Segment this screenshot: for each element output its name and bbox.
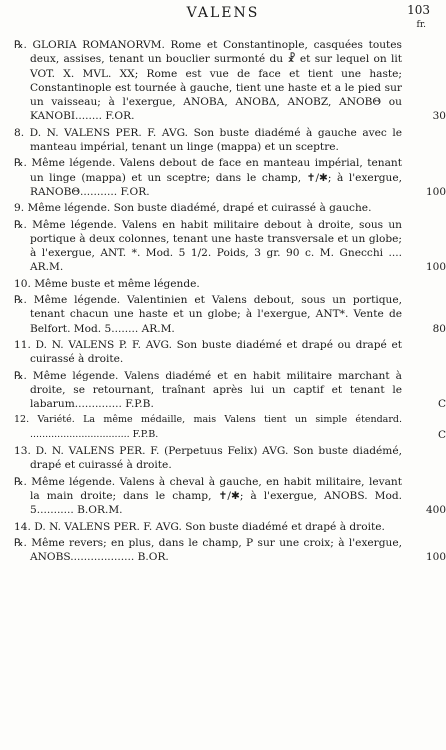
entry-text: ℞. Même légende. Valens en habit militaire debout à droite, sous un portique à deux colonnes, tenant une haste transversale et un globe; à l'exergue, ANT. *. Mod. 5 1/2. Poids, 3 gr. 90 c. M. Gnecchi .... AR.M. <box>14 218 402 274</box>
entry-text: ℞. Même légende. Valens à cheval à gauche, en habit militaire, levant la main droite; dans le champ, ✝/✱; à l'exergue, ANOBS. Mod. 5........... B.OR.M. <box>14 475 402 517</box>
currency-label: fr. <box>416 20 426 30</box>
entry-text: ℞. Même légende. Valens debout de face en manteau impérial, tenant un linge (mappa) et un sceptre; dans le champ, ✝/✱; à l'exergue, RANOBΘ........... F.OR. <box>14 157 402 198</box>
entry-8 <box>14 126 402 155</box>
entry-13 <box>14 444 402 473</box>
entry-9 <box>14 201 402 215</box>
entry-12 <box>14 413 446 442</box>
entry-rarity: C <box>437 428 446 441</box>
entry-reverse-9 <box>14 218 446 275</box>
entry-14 <box>14 520 402 534</box>
entry-text: ℞. Même légende. Valens diadémé et en habit militaire marchant à droite, se retournant, traînant après lui un captif et tenant le labarum.............. F.P.B. <box>14 369 402 411</box>
entry-text: 14. D. N. VALENS PER. F. AVG. Son buste diadémé et drapé à droite. <box>14 520 385 533</box>
entry-text: 12. Variété. La même médaille, mais Valens tient un simple étendard. ................................. F.P.B. <box>14 414 402 440</box>
entry-text: 9. Même légende. Son buste diadémé, drapé et cuirassé à gauche. <box>14 202 372 215</box>
entry-reverse-14 <box>14 536 446 565</box>
entry-reverse-7 <box>14 38 446 124</box>
entry-rarity: 100 <box>425 551 446 564</box>
entry-text: 11. D. N. VALENS P. F. AVG. Son buste diadémé et drapé ou drapé et cuirassé à droite. <box>14 338 402 366</box>
entry-rarity: 100 <box>425 185 446 198</box>
entry-rarity: 400 <box>425 504 446 517</box>
entry-text: 13. D. N. VALENS PER. F. (Perpetuus Felix) AVG. Son buste diadémé, drapé et cuirassé à droite. <box>14 445 402 472</box>
entry-reverse-11 <box>14 369 446 412</box>
entry-reverse-10 <box>14 293 446 336</box>
entry-text: 8. D. N. VALENS PER. F. AVG. Son buste diadémé à gauche avec le manteau impérial, tenant un linge (mappa) et un sceptre. <box>14 126 402 154</box>
page-title: VALENS <box>186 5 260 21</box>
entry-rarity: 80 <box>432 322 446 335</box>
entry-reverse-13 <box>14 475 446 518</box>
entry-rarity: 30 <box>432 110 446 123</box>
entry-reverse-8 <box>14 156 446 199</box>
entry-text: ℞. GLORIA ROMANORVM. Rome et Constantinople, casquées toutes deux, assises, tenant un bouclier surmonté du ☧ et sur lequel on lit VOT. X. MVL. XX; Rome est vue de face et tient une haste; Constantinople est tournée à gauche, tient une haste et a le pied sur un vaisseau; à l'exergue, ANOBA, ANOBΔ, ANOBZ, ANOBΘ ou KANOBI........ F.OR. <box>14 39 402 123</box>
page-number: 103 <box>407 3 430 17</box>
entry-rarity: 100 <box>425 261 446 274</box>
entry-10 <box>14 277 402 291</box>
entry-text: ℞. Même revers; en plus, dans le champ, P sur une croix; à l'exergue, ANOBS................... B.OR. <box>14 536 402 564</box>
entries-list <box>14 38 446 566</box>
entry-text: 10. Même buste et même légende. <box>14 277 200 290</box>
entry-11 <box>14 338 402 367</box>
entry-rarity: C <box>437 398 446 411</box>
entry-text: ℞. Même légende. Valentinien et Valens debout, sous un portique, tenant chacun une haste et un globe; à l'exergue, ANT*. Vente de Belfort. Mod. 5........ AR.M. <box>14 294 402 335</box>
